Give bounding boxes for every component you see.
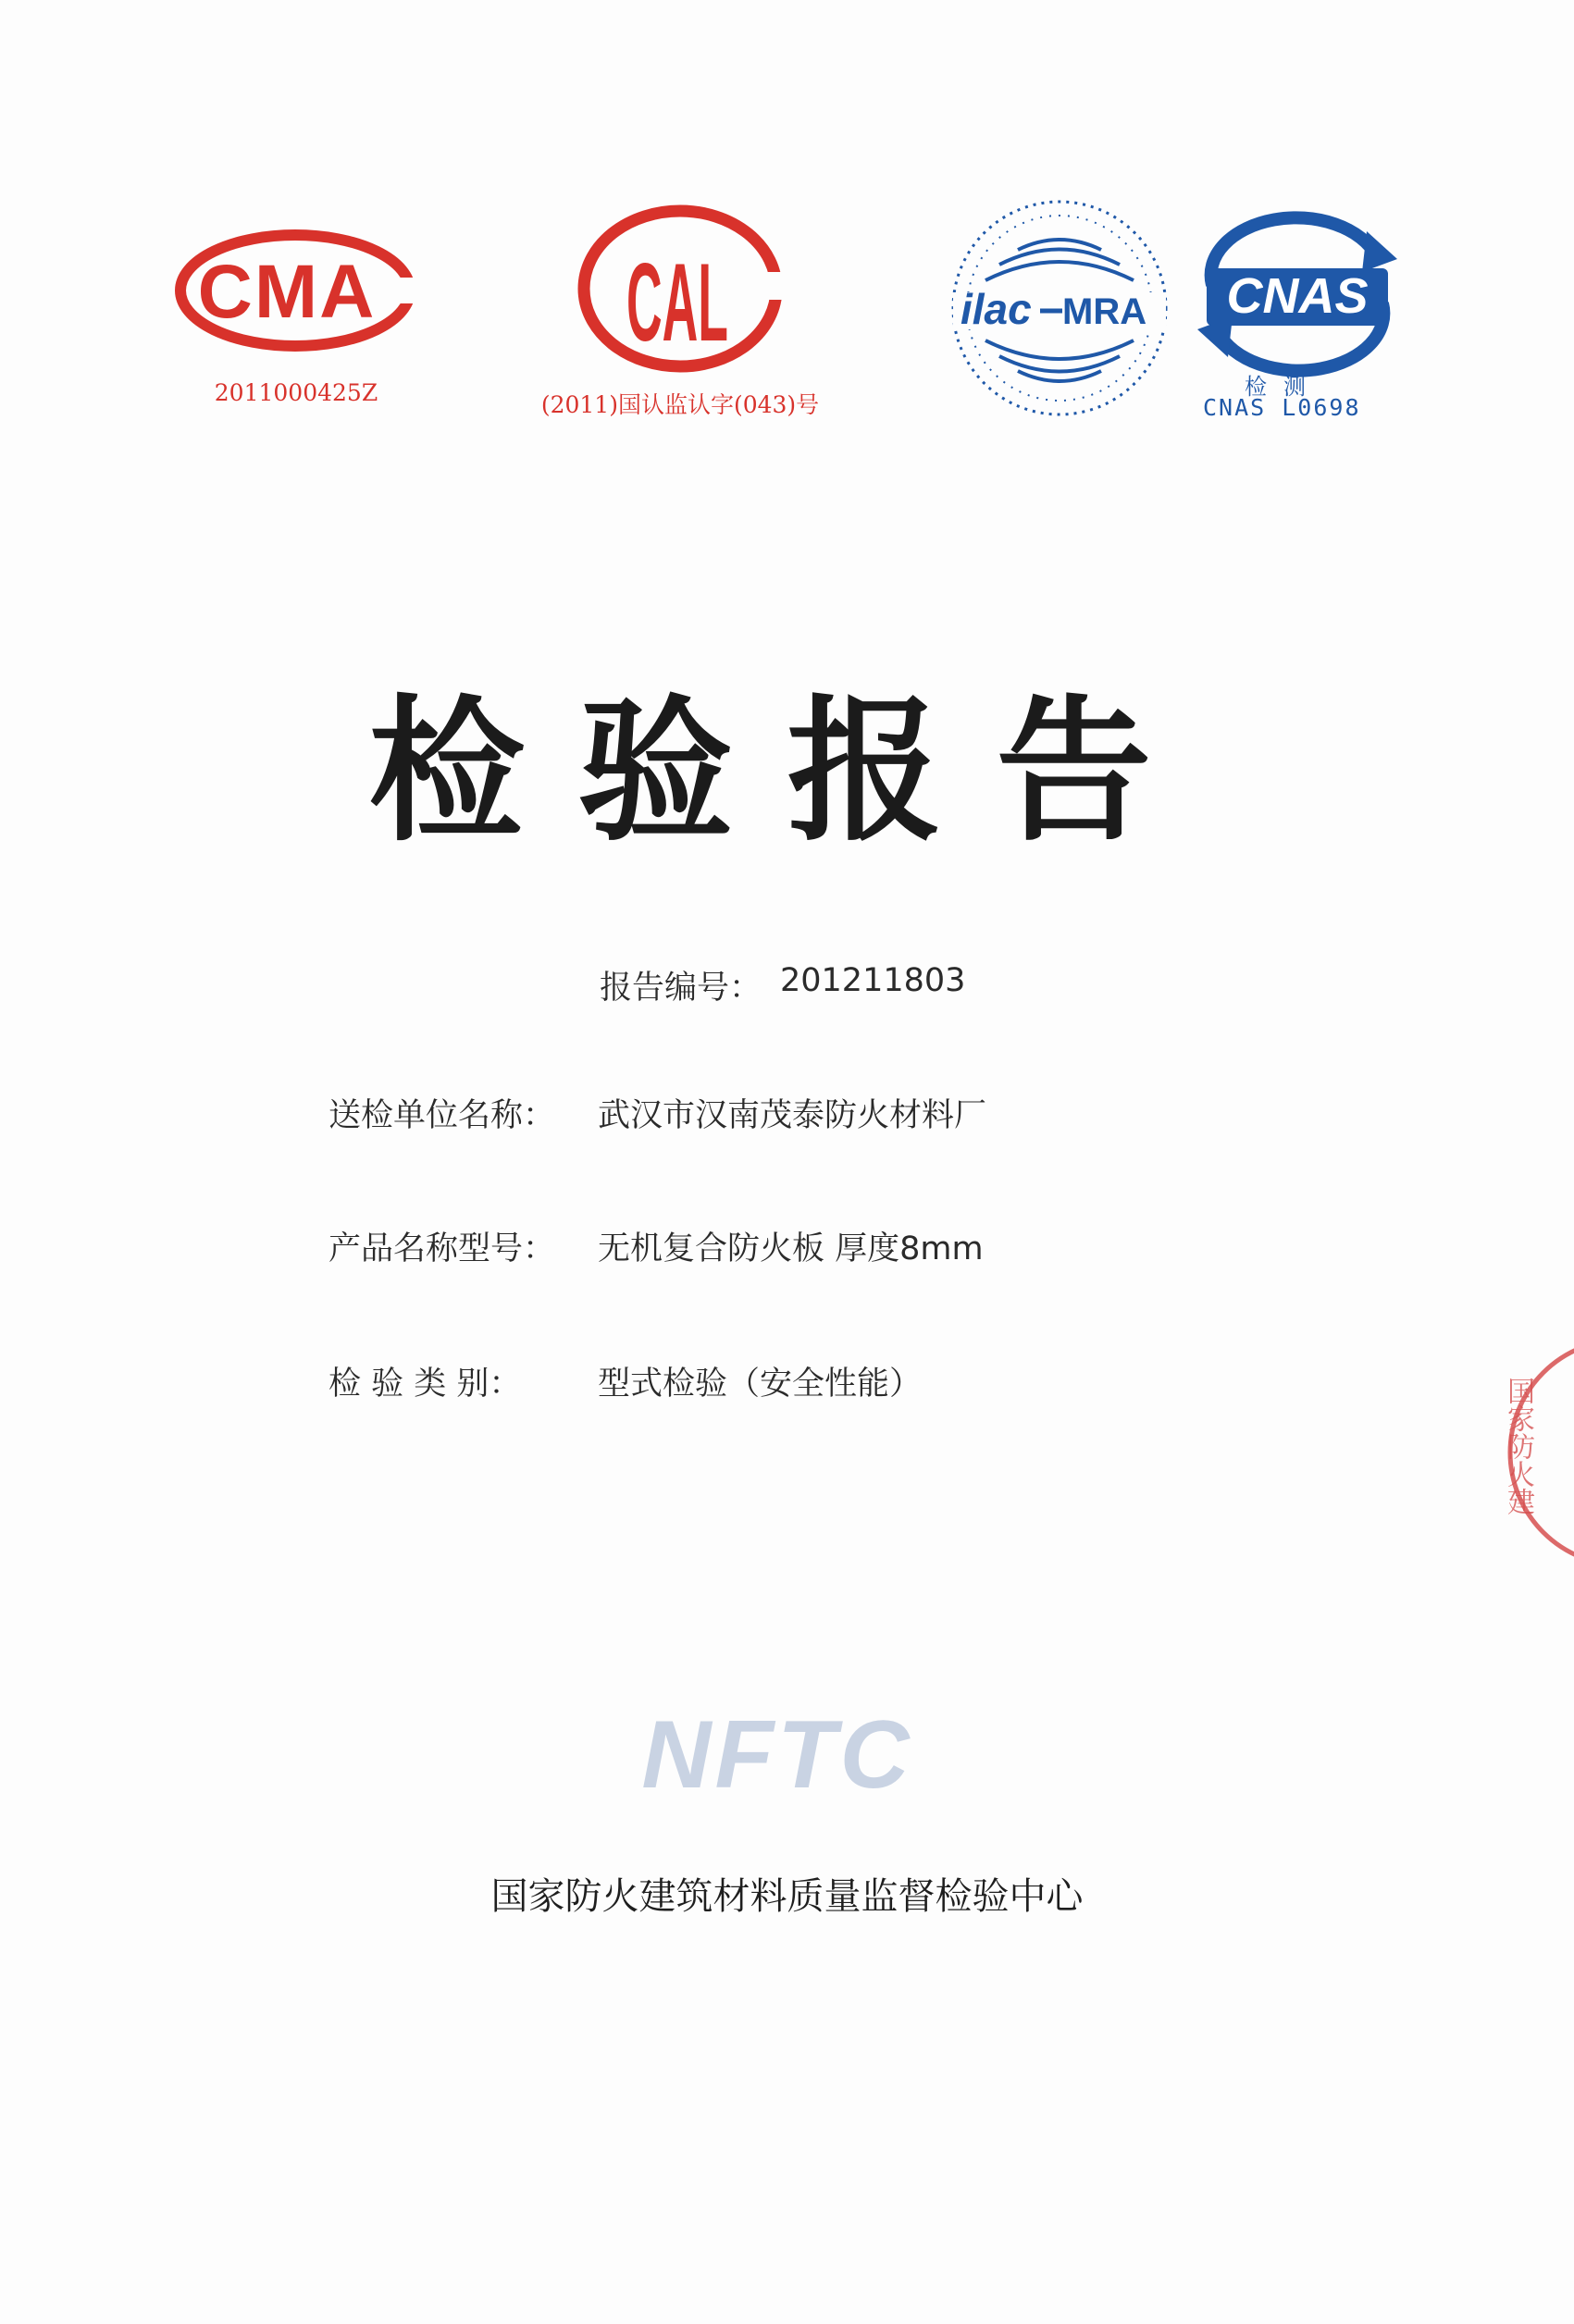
- issuing-authority: 国家防火建筑材料质量监督检验中心: [490, 1875, 1084, 1918]
- mra-mark: MRA: [1062, 291, 1147, 332]
- cal-certificate-code: (2011)国认监认字(043)号: [540, 391, 820, 418]
- product-value: 无机复合防火板 厚度8mm: [598, 1230, 984, 1267]
- cma-logo-icon: [174, 229, 416, 368]
- cal-logo-icon: [574, 202, 787, 377]
- stamp-text-fragment: 国家防火建: [1502, 1377, 1534, 1515]
- submitter-value: 武汉市汉南茂泰防火材料厂: [598, 1097, 987, 1134]
- report-title: 检验报告: [368, 681, 1206, 862]
- ilac-mark: ilac: [961, 285, 1032, 333]
- nftc-watermark: [611, 1701, 944, 1809]
- cnas-category: 检测: [1245, 374, 1322, 400]
- report-number-label: 报告编号：: [600, 970, 762, 1007]
- inspection-type-value: 型式检验（安全性能）: [598, 1366, 923, 1403]
- cma-logo-mark: CMA: [197, 250, 377, 334]
- cal-logo-mark: CAL: [626, 241, 728, 365]
- report-number-value: 201211803: [780, 962, 966, 999]
- submitter-label: 送检单位名称：: [328, 1097, 556, 1134]
- product-label: 产品名称型号：: [328, 1230, 556, 1267]
- nftc-watermark-text: NFTC: [641, 1701, 913, 1809]
- cma-certificate-code: 2011000425Z: [214, 379, 378, 406]
- inspection-type-label: 检 验 类 别：: [328, 1366, 522, 1403]
- cnas-mark: CNAS: [1226, 268, 1369, 324]
- cnas-logo-icon: [1186, 211, 1408, 377]
- cnas-accreditation-code: CNAS L0698: [1203, 394, 1361, 421]
- ilac-mra-logo-icon: [944, 192, 1175, 424]
